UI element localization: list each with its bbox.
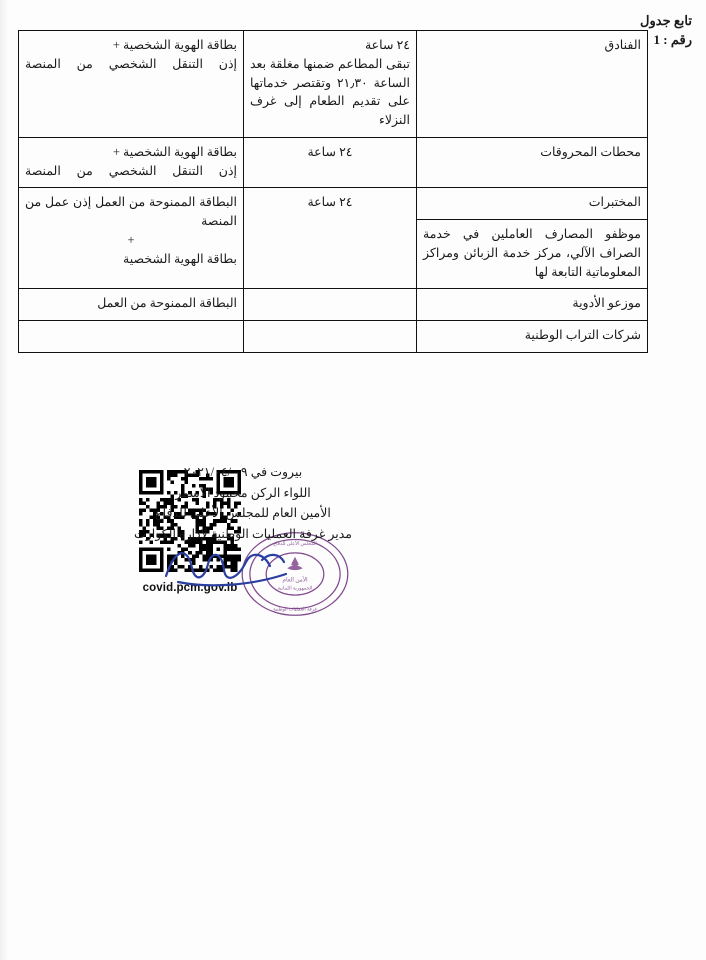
doc-line: بطاقة الهوية الشخصية: [123, 251, 237, 266]
cell-hours: [244, 289, 417, 321]
table-row: [19, 137, 648, 188]
table-row: [19, 31, 648, 138]
signature-name: اللواء الركن محمود الأسمر: [175, 485, 311, 500]
table-row: [19, 289, 648, 321]
handwritten-signature: [158, 536, 308, 596]
doc-line: إذن التنقل الشخصي من المنصة: [25, 56, 237, 71]
table-container: [25, 30, 648, 353]
doc-line: بطاقة الهوية الشخصية +: [112, 38, 237, 52]
cell-documents: [19, 188, 244, 289]
sectors-table: [18, 30, 648, 353]
cell-sector-name: موزعو الأدوية: [417, 289, 648, 321]
svg-text:غرفة العمليات الوطنية: غرفة العمليات الوطنية: [273, 607, 317, 613]
qr-caption: covid.pcm.gov.lb: [142, 582, 238, 594]
table-row: [19, 321, 648, 353]
doc-line: إذن التنقل الشخصي من المنصة: [25, 163, 237, 178]
cell-hours: [244, 31, 417, 138]
cell-sector-name: الفنادق: [417, 31, 648, 138]
doc-line: +: [127, 232, 135, 247]
signature-place-date: بيروت في ٠٩ /٢٠٢١/٠٤: [183, 465, 303, 479]
cell-hours: [244, 137, 417, 188]
cell-documents: [19, 31, 244, 138]
cell-sector-name: موظفو المصارف العاملين في خدمة الصراف الآلي، مركز خدمة الزبائن ومراكز المعلوماتية التابعة لها: [417, 220, 648, 289]
cell-documents: [19, 137, 244, 188]
header-note-line-2: رقم : 1: [653, 31, 692, 47]
cell-sector-name: المختبرات: [417, 188, 648, 220]
signature-title-1: الأمين العام للمجلس الأعلى للدفاع: [155, 506, 331, 521]
svg-text:المجلس الأعلى للدفاع: المجلس الأعلى للدفاع: [273, 542, 317, 548]
cell-documents: [19, 321, 244, 353]
cell-documents: البطاقة الممنوحة من العمل: [19, 289, 244, 321]
cell-sector-name: محطات المحروقات: [417, 137, 648, 188]
svg-text:الجمهورية اللبنانية: الجمهورية اللبنانية: [277, 586, 313, 592]
cell-hours: ٢٤ ساعة: [244, 188, 417, 289]
hours-note: تبقى المطاعم ضمنها مغلقة بعد الساعة ٢١٫٣٠ وتقتصر خدماتها على تقديم الطعام إلى غرف النزلاء: [250, 56, 410, 127]
signature-block: [118, 462, 368, 548]
scan-edge: [0, 0, 10, 960]
table-row: [19, 188, 648, 220]
doc-line: بطاقة الهوية الشخصية +: [112, 144, 237, 159]
hours-value: ٢٤ ساعة: [364, 38, 410, 52]
cell-hours: [244, 321, 417, 353]
cell-sector-name: شركات التراب الوطنية: [417, 321, 648, 353]
hours-value: ٢٤ ساعة: [307, 144, 353, 159]
header-note-line-1: تابع جدول: [640, 13, 692, 28]
signature-title-2: مدير غرفة العمليات الوطنية لإدارة الكوارث: [134, 526, 352, 541]
doc-line: البطاقة الممنوحة من العمل إذن عمل من المنصة: [25, 195, 237, 228]
svg-text:الأمن العام: الأمن العام: [282, 577, 308, 584]
